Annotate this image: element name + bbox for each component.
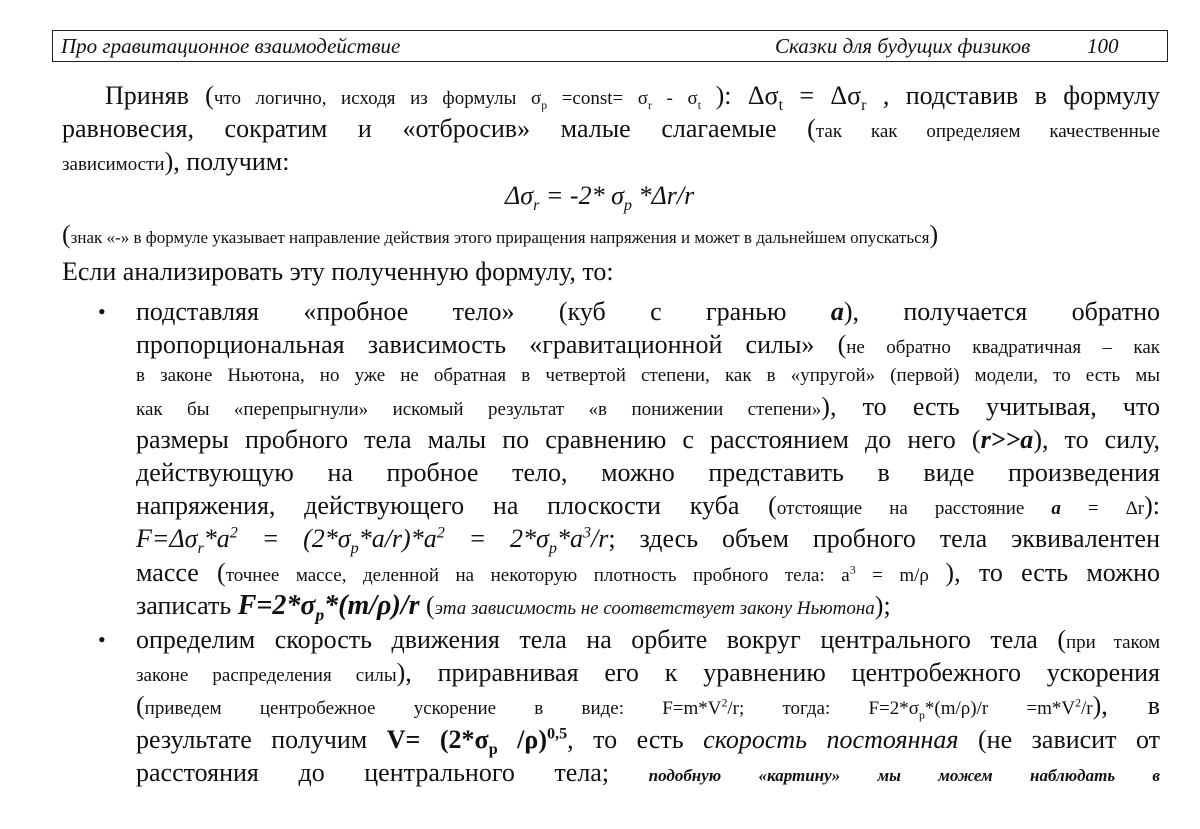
bullet-1-line-3: в законе Ньютона, но уже не обратная в четвертой степени, как в «упругой» (первой) модели, то есть мы (136, 365, 1160, 386)
bullet-1-line-4: как бы «перепрыгнули» искомый результат «в понижении степени»), то есть учитывая, что (136, 392, 1160, 421)
bullet-2-line-5: расстояния до центрального тела; подобную «картину» мы можем наблюдать в (136, 758, 1161, 787)
running-header (52, 30, 1168, 62)
bullet-2-line-1: определим скорость движения тела на орбите вокруг центрального тела (при таком (136, 625, 1160, 654)
formula-note: (знак «-» в формуле указывает направление действия этого приращения напряжения и может в дальнейшем опускаться) (62, 220, 939, 249)
bullet-marker-2: • (98, 627, 106, 652)
bullet-2-line-2: законе распределения силы), приравнивая его к уравнению центробежного ускорения (136, 658, 1160, 687)
bullet-2-line-3: (приведем центробежное ускорение в виде: $F=m*V^2/r$; тогда: $F=2*\sigma_p*(m/\rho)/r =m*V^2/r$), в (136, 691, 1161, 722)
bullet-1-line-8: $F=\Delta\sigma_r*a^2 = (2*\sigma_p*a/r)*a^2 = 2*\sigma_p*a^3/r$; здесь объем пробного тела эквивалентен (136, 524, 1161, 558)
bullet-2-line-4: результате получим $V= (2*\sigma_p$ /ρ)$^{0,5}$, то есть скорость постоянная (не зависит от (136, 725, 1160, 759)
analysis-intro: Если анализировать эту полученную формулу, то: (62, 257, 614, 286)
paragraph-1-line-2: равновесия, сократим и «отбросив» малые слагаемые (так как определяем качественные (62, 114, 1161, 143)
header-title: Про гравитационное взаимодействие (61, 34, 401, 58)
bullet-1-line-5: размеры пробного тела малы по сравнению с расстоянием до него (r>>a), то силу, (136, 425, 1160, 454)
bullet-1-line-7: напряжения, действующего на плоскости куба (отстоящие на расстояние a = Δr): (136, 491, 1161, 520)
page-number: 100 (1087, 34, 1119, 58)
bullet-1-line-1: подставляя «пробное тело» (куб с гранью a), получается обратно (136, 297, 1160, 326)
bullet-1-line-2: пропорциональная зависимость «гравитационной силы» (не обратно квадратичная – как (136, 330, 1160, 359)
bullet-1-line-9: массе (точнее массе, деленной на некоторую плотность пробного тела: $a^3 = m/\rho$ ), то есть можно (136, 558, 1161, 587)
bullet-1-line-6: действующую на пробное тело, можно представить в виде произведения (136, 458, 1160, 487)
header-book-title: Сказки для будущих физиков (775, 34, 1031, 58)
paragraph-1-line-3: зависимости), получим: (62, 147, 290, 176)
formula-delta-sigma: $\Delta\sigma_r = -2*$ $\sigma_p$ *Δr/r (505, 181, 695, 215)
bullet-1-line-10: записать $F=2*\sigma_p*(m/\rho)/r$ (эта зависимость не соответствует закону Ньютона); (136, 590, 891, 625)
bullet-marker-1: • (98, 299, 106, 324)
paragraph-1-line-1: Приняв (что логично, исходя из формулы $\sigma_p$ =const= $\sigma_r - \sigma_t$ ): $\Delta\sigma_t = \Delta\sigma_r$ , подставив в формулу (105, 81, 1161, 115)
